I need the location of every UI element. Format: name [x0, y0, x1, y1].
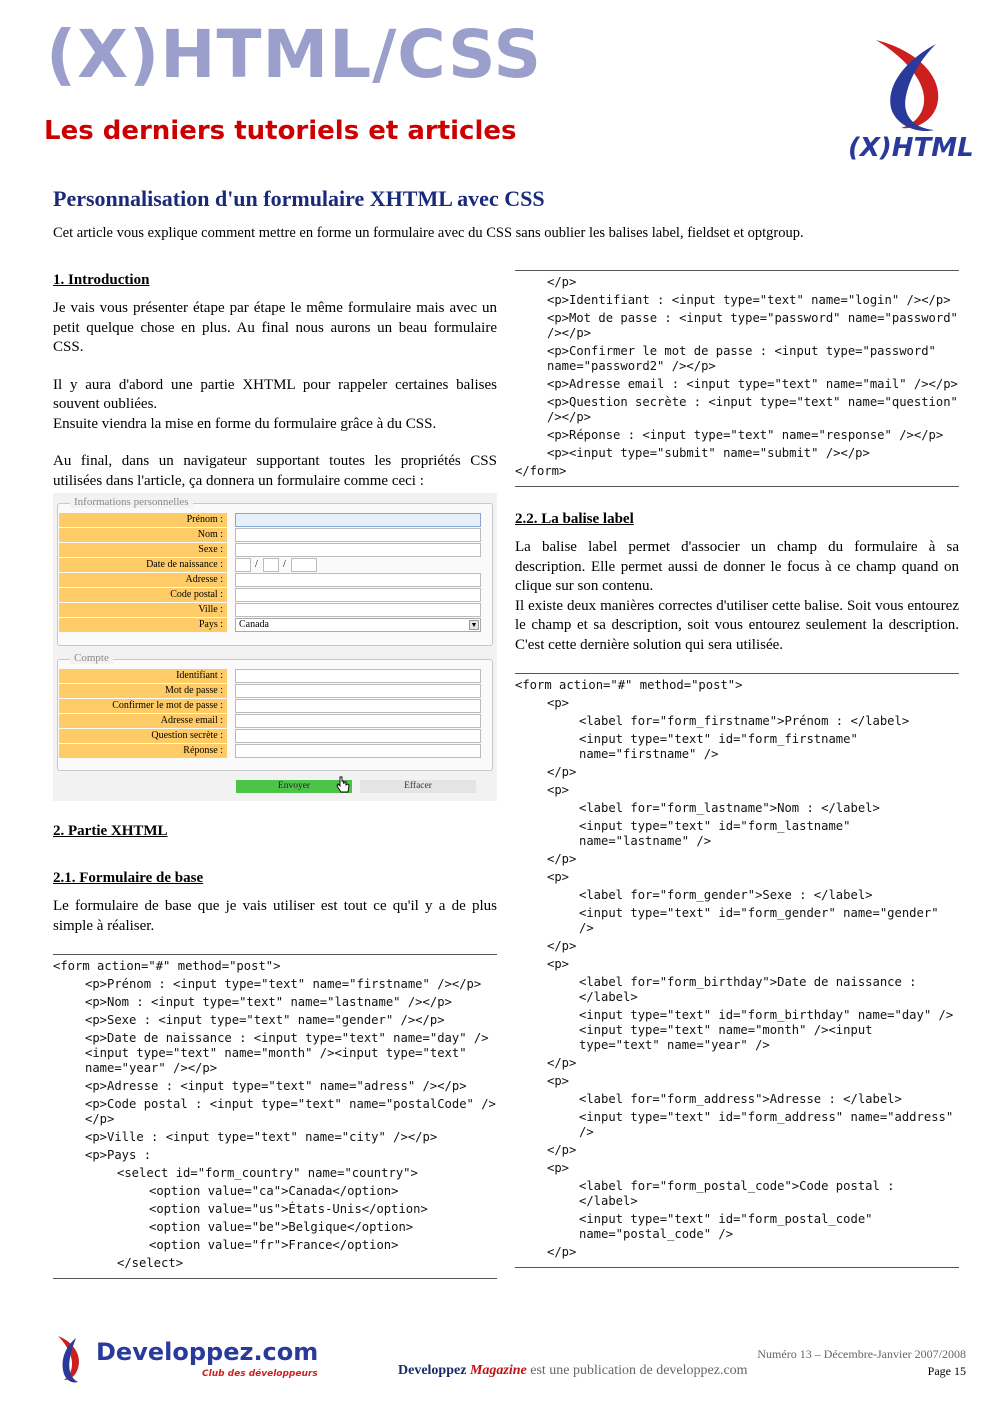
code-line: <p> — [547, 957, 570, 971]
firstname-input[interactable] — [235, 513, 481, 527]
heading-label-tag: 2.2. La balise label — [515, 511, 634, 527]
code-line: <option value="ca">Canada</option> — [149, 1184, 399, 1198]
code-block-labels — [515, 673, 959, 1268]
right-column — [515, 270, 966, 1268]
left-column — [53, 270, 497, 1279]
date-separator: / — [283, 559, 286, 570]
code-block-account — [515, 270, 966, 487]
paragraph: Ensuite viendra la mise en forme du formulaire grâce à du CSS. — [53, 415, 437, 432]
form-label: Confirmer le mot de passe : — [59, 699, 227, 713]
code-line: <label for="form_birthday">Date de naissance : </label> — [579, 975, 924, 1004]
year-input[interactable] — [291, 558, 317, 572]
form-label: Code postal : — [59, 588, 227, 602]
code-line: <p>Date de naissance : <input type="text" name="day" /><input type="text" name="month" /><input type="text" name="year" /></p> — [85, 1031, 489, 1075]
xhtml-logo — [846, 30, 978, 162]
code-line: </select> — [117, 1256, 184, 1270]
code-line: <label for="form_address">Adresse : </label> — [579, 1092, 902, 1106]
form-label: Sexe : — [59, 543, 227, 557]
form-label: Prénom : — [59, 513, 227, 527]
fieldset-legend: Compte — [70, 652, 113, 664]
heading-introduction: 1. Introduction — [53, 272, 150, 288]
day-input[interactable] — [235, 558, 251, 572]
paragraph: Il existe deux manières correctes d'utiliser cette balise. Soit vous entourez le champ et sa description, soit vous entourez seulement la description. C'est cette dernière solution qui sera utilisée. — [515, 597, 959, 653]
heading-xhtml-part: 2. Partie XHTML — [53, 823, 168, 839]
code-line: </p> — [547, 939, 577, 953]
article-intro: Cet article vous explique comment mettre en forme un formulaire avec du CSS sans oublier les balises label, fieldset et optgroup. — [53, 225, 804, 241]
form-label: Nom : — [59, 528, 227, 542]
publication-rest: est une publication de developpez.com — [526, 1363, 748, 1378]
code-line: <input type="text" id="form_firstname" name="firstname" /> — [579, 732, 866, 761]
code-line: <p>Adresse : <input type="text" name="adress" /></p> — [85, 1079, 467, 1093]
code-line: <input type="text" id="form_address" name="address" /> — [579, 1110, 961, 1139]
code-line: <input type="text" id="form_lastname" name="lastname" /> — [579, 819, 858, 848]
gender-input[interactable] — [235, 543, 481, 557]
code-line: <input type="text" id="form_gender" name="gender" /> — [579, 906, 946, 935]
country-select-value: Canada — [239, 619, 269, 630]
code-line: <p>Adresse email : <input type="text" name="mail" /></p> — [547, 377, 958, 391]
address-input[interactable] — [235, 573, 481, 587]
paragraph: La balise label permet d'associer un champ du formulaire à sa description. Elle permet aussi de donner le focus à ce champ quand on clique sur son contenu. — [515, 539, 959, 594]
password-confirm-input[interactable] — [235, 699, 481, 713]
fieldset-legend: Informations personnelles — [70, 496, 193, 508]
code-line: <p>Réponse : <input type="text" name="response" /></p> — [547, 428, 944, 442]
lastname-input[interactable] — [235, 528, 481, 542]
code-line: <p>Sexe : <input type="text" name="gender" /></p> — [85, 1013, 445, 1027]
code-line: </p> — [547, 1056, 577, 1070]
code-block-basic-form — [53, 954, 497, 1279]
code-line: <option value="us">États-Unis</option> — [149, 1202, 428, 1216]
code-line: <p>Mot de passe : <input type="password" name="password" /></p> — [547, 311, 966, 340]
code-line: <input type="text" id="form_birthday" name="day" /><input type="text" name="month" /><input type="text" name="year" /> — [579, 1008, 954, 1052]
code-line: <p>Question secrète : <input type="text" name="question" /></p> — [547, 395, 966, 424]
code-line: <form action="#" method="post"> — [53, 959, 281, 973]
question-input[interactable] — [235, 729, 481, 743]
country-select[interactable] — [235, 618, 481, 632]
heading-basic-form: 2.1. Formulaire de base — [53, 870, 204, 886]
form-label: Ville : — [59, 603, 227, 617]
code-line: </p> — [547, 275, 577, 289]
form-label: Pays : — [59, 618, 227, 632]
hand-cursor-icon — [336, 776, 350, 794]
section-subtitle: Les derniers tutoriels et articles — [44, 116, 517, 146]
publication-line — [398, 1363, 748, 1379]
form-label: Question secrète : — [59, 729, 227, 743]
city-input[interactable] — [235, 603, 481, 617]
code-line: </form> — [515, 464, 567, 478]
send-button[interactable]: Envoyer — [236, 780, 352, 793]
code-line: <p><input type="submit" name="submit" /></p> — [547, 446, 870, 460]
code-line: <label for="form_lastname">Nom : </label> — [579, 801, 880, 815]
code-line: <p>Ville : <input type="text" name="city" /></p> — [85, 1130, 438, 1144]
publication-brand: Developpez — [398, 1363, 467, 1378]
code-line: <option value="fr">France</option> — [149, 1238, 399, 1252]
response-input[interactable] — [235, 744, 481, 758]
paragraph: Il y aura d'abord une partie XHTML pour rappeler certaines balises souvent oubliées. — [53, 376, 497, 412]
code-line: <label for="form_gender">Sexe : </label> — [579, 888, 873, 902]
code-line: <p>Code postal : <input type="text" name="postalCode" /></p> — [85, 1097, 496, 1126]
paragraph: Au final, dans un navigateur supportant toutes les propriétés CSS utilisées dans l'article, ça donnera un formulaire comme ceci : — [53, 453, 497, 489]
form-screenshot — [53, 493, 497, 801]
issue-number: Numéro 13 – Décembre-Janvier 2007/2008 — [757, 1347, 966, 1361]
code-line: <p> — [547, 1074, 570, 1088]
footer-logo-tagline: Club des développeurs — [202, 1369, 318, 1379]
publication-magazine: Magazine — [469, 1363, 527, 1378]
article-title: Personnalisation d'un formulaire XHTML avec CSS — [53, 186, 545, 211]
form-label: Identifiant : — [59, 669, 227, 683]
code-line: <p> — [547, 783, 570, 797]
code-line: <p>Identifiant : <input type="text" name="login" /></p> — [547, 293, 951, 307]
login-input[interactable] — [235, 669, 481, 683]
paragraph: Je vais vous présenter étape par étape le même formulaire mais avec un petit quelque chose en plus. Au final nous aurons un beau formulaire CSS. — [53, 300, 497, 355]
code-line: <form action="#" method="post"> — [515, 678, 743, 692]
form-label: Réponse : — [59, 744, 227, 758]
code-line: </p> — [547, 1143, 577, 1157]
code-line: <p> — [547, 1161, 570, 1175]
code-line: <label for="form_firstname">Prénom : </label> — [579, 714, 910, 728]
code-line: <p>Prénom : <input type="text" name="firstname" /></p> — [85, 977, 482, 991]
month-input[interactable] — [263, 558, 279, 572]
form-label: Mot de passe : — [59, 684, 227, 698]
code-line: <p>Nom : <input type="text" name="lastname" /></p> — [85, 995, 452, 1009]
code-line: <p> — [547, 696, 570, 710]
code-line: <select id="form_country" name="country"> — [117, 1166, 418, 1180]
code-line: </p> — [547, 765, 577, 779]
magazine-section-title: (X)HTML/CSS — [46, 16, 543, 93]
email-input[interactable] — [235, 714, 481, 728]
code-line: <label for="form_postal_code">Code postal : </label> — [579, 1179, 902, 1208]
code-line: </p> — [547, 852, 577, 866]
form-label: Adresse email : — [59, 714, 227, 728]
chevron-down-icon[interactable]: ▼ — [470, 621, 478, 629]
code-line: </p> — [547, 1245, 577, 1259]
logo-text: (X)HTML — [848, 133, 974, 162]
date-separator: / — [255, 559, 258, 570]
code-line: <input type="text" id="form_postal_code" name="postal_code" /> — [579, 1212, 880, 1241]
code-line: <p>Pays : — [85, 1148, 152, 1162]
clear-button[interactable]: Effacer — [360, 780, 476, 793]
footer-logo-text: Developpez.com — [96, 1338, 319, 1366]
postal-code-input[interactable] — [235, 588, 481, 602]
form-label: Adresse : — [59, 573, 227, 587]
paragraph: Le formulaire de base que je vais utiliser est tout ce qu'il y a de plus simple à réaliser. — [53, 898, 497, 934]
code-line: <p> — [547, 870, 570, 884]
code-line: <option value="be">Belgique</option> — [149, 1220, 414, 1234]
code-line: <p>Confirmer le mot de passe : <input type="password" name="password2" /></p> — [547, 344, 944, 373]
page-number: Page 15 — [927, 1364, 966, 1378]
form-label: Date de naissance : — [59, 558, 227, 572]
developpez-logo — [52, 1332, 322, 1386]
password-input[interactable] — [235, 684, 481, 698]
